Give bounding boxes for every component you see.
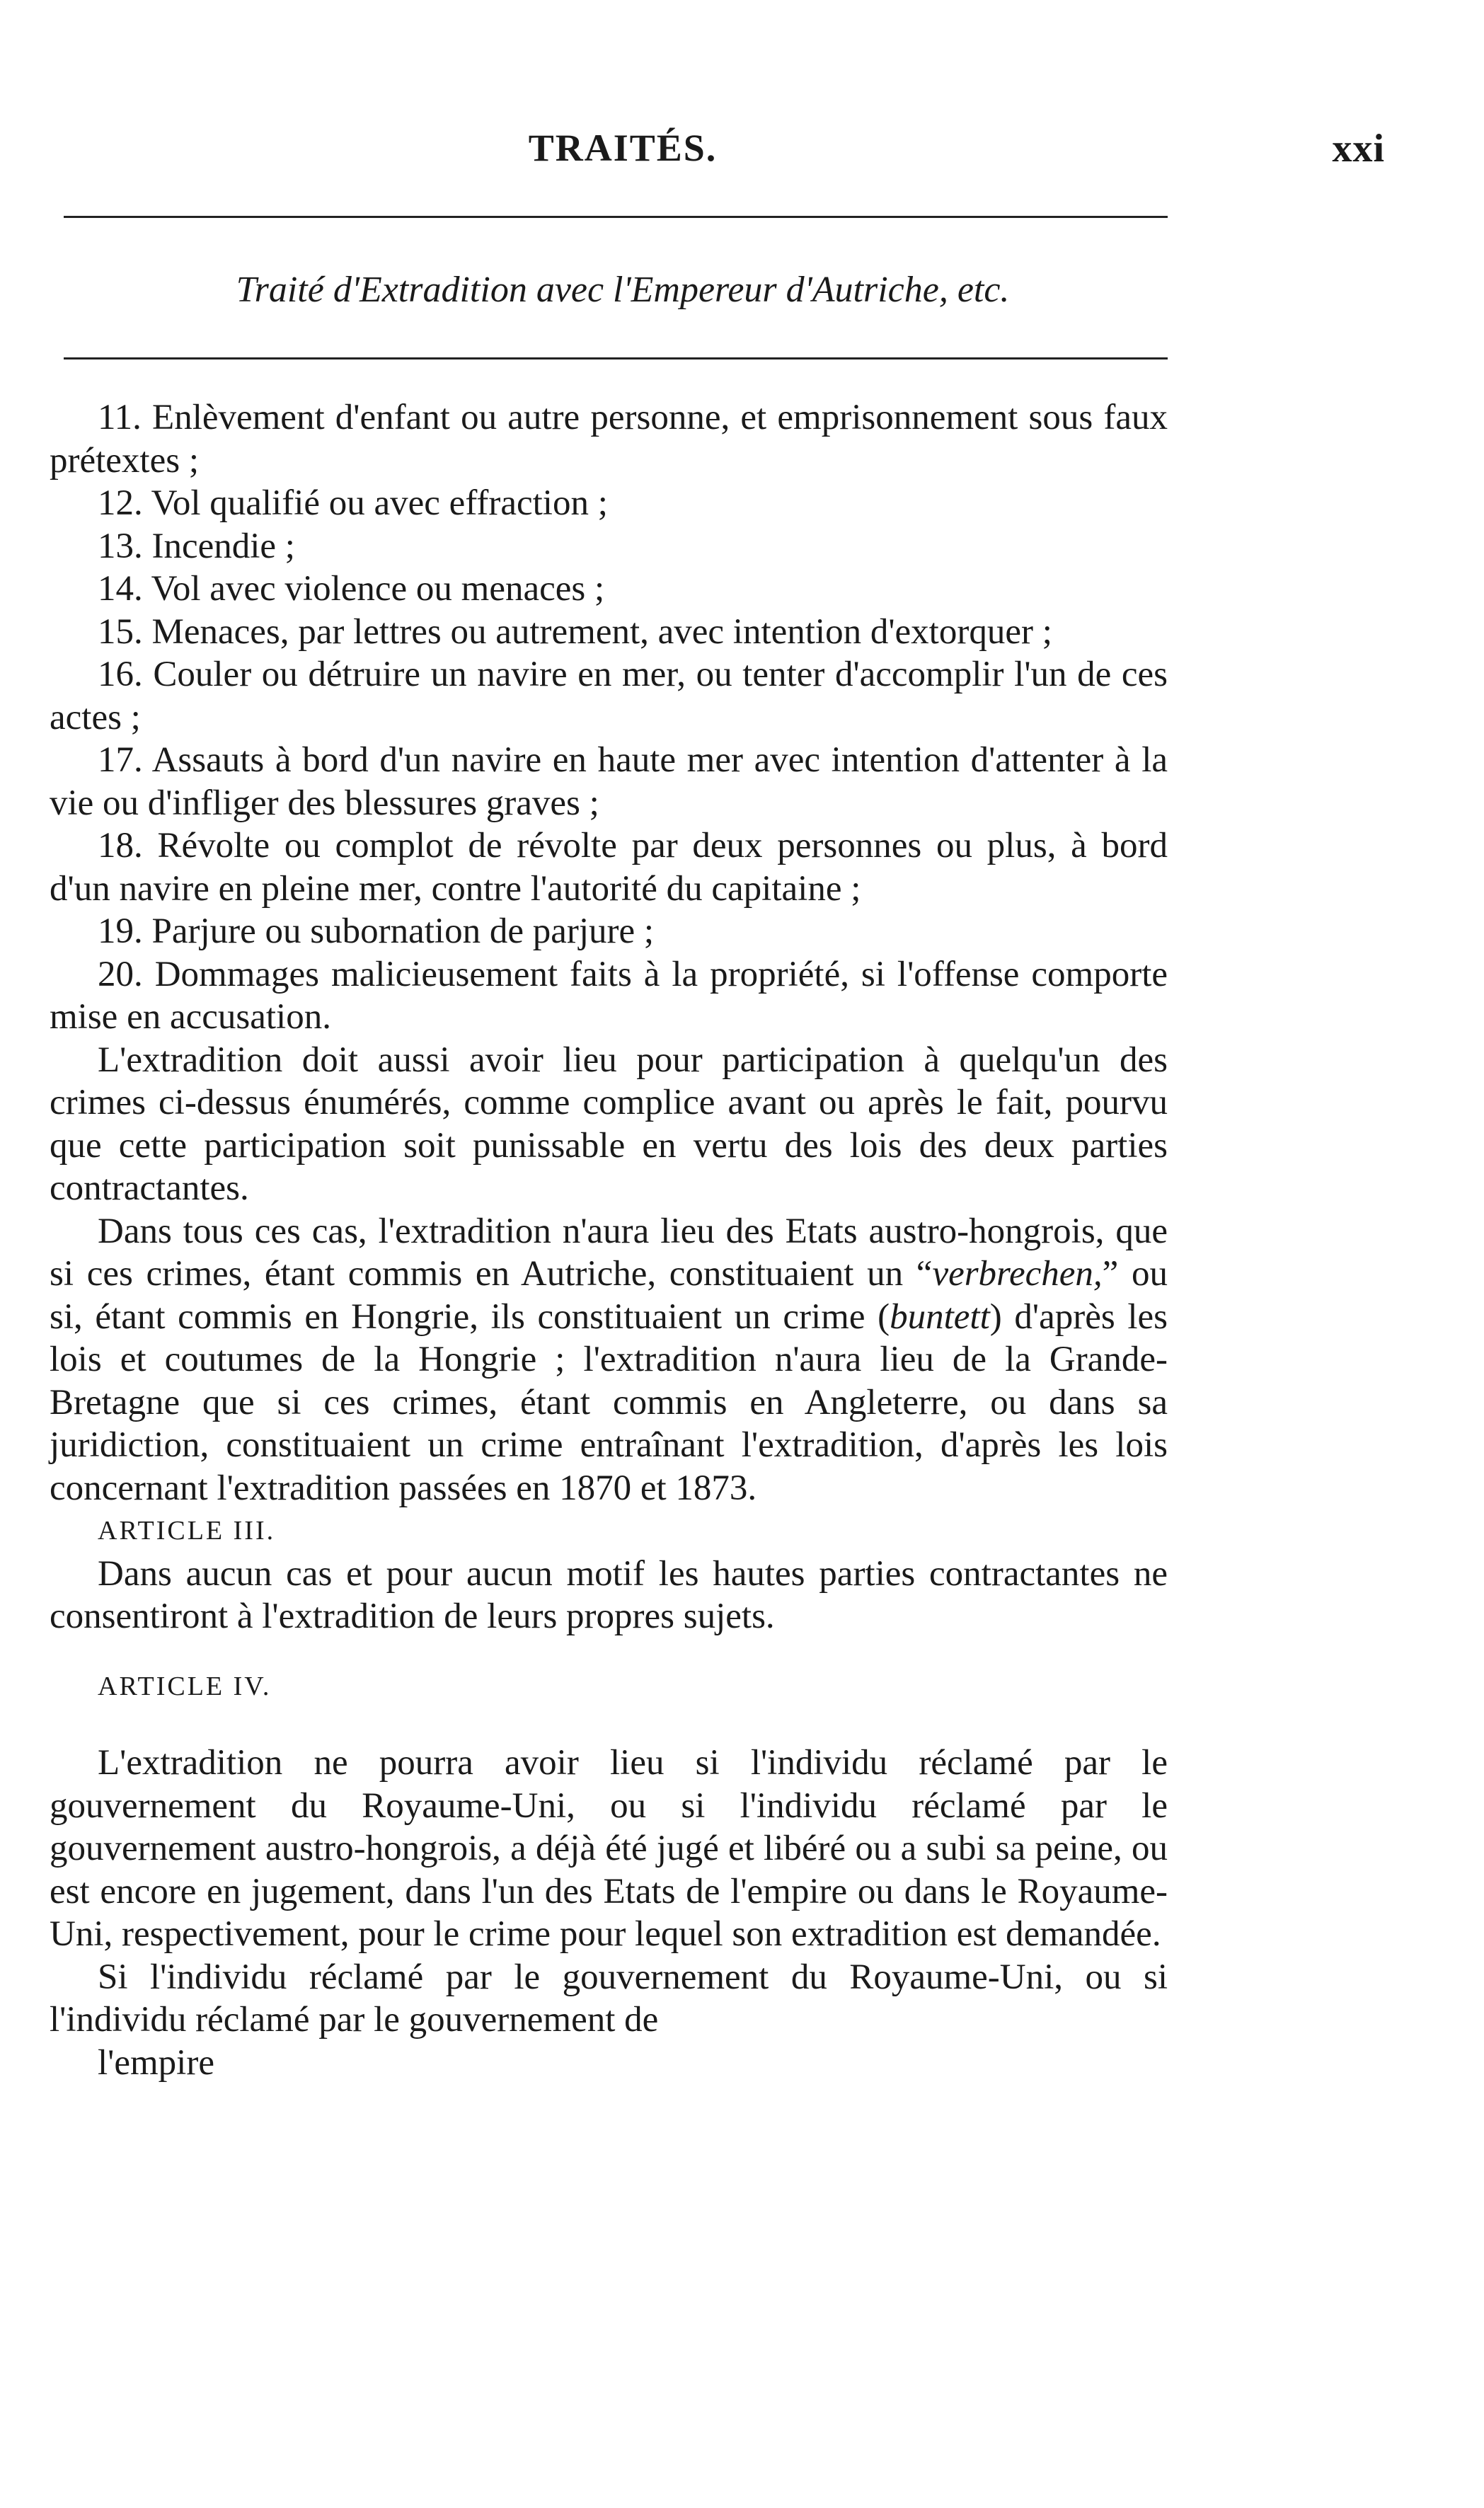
running-title: TRAITÉS. — [528, 127, 718, 169]
article-4-text-1: L'extradition ne pourra avoir lieu si l'individu réclamé par le gouvernement du Royaume-Uni, ou si l'individu réclamé par le gouvernement austro-hongrois, a déjà été jugé et libéré ou a subi sa peine, ou est encore en jugement, dans l'un des Etats de l'empire ou dans le Royaume-Uni, respectivement, pour le crime pour lequel son extradition est demandée. — [50, 1743, 1168, 1954]
article-4-heading: ARTICLE IV. — [98, 1671, 272, 1701]
list-item: 15. Menaces, par lettres ou autrement, avec intention d'extorquer ; — [98, 611, 1052, 652]
cases-text-part3: ) d'après les lois et coutumes de la Hongrie ; l'extradition n'aura lieu de la Grande-Bretagne que si ces crimes, étant commis en Angleterre, ou dans sa juridiction, constituaient un crime entraînant l'extradition, d'après les lois concernant l'extradition passées en 1870 et 1873. — [50, 1296, 1168, 1508]
list-item: 13. Incendie ; — [98, 526, 295, 566]
article-4-text-2: Si l'individu réclamé par le gouvernement du Royaume-Uni, ou si l'individu réclamé par le gouvernement de — [50, 1957, 1168, 2040]
subtitle: Traité d'Extradition avec l'Empereur d'Autriche, etc. — [236, 270, 1010, 310]
cases-term-buntett: buntett — [890, 1296, 990, 1337]
list-item: 18. Révolte ou complot de révolte par deux personnes ou plus, à bord d'un navire en pleine mer, contre l'autorité du capitaine ; — [50, 826, 1168, 909]
catchword: l'empire — [98, 2042, 214, 2083]
list-item: 16. Couler ou détruire un navire en mer, ou tenter d'accomplir l'un de ces actes ; — [50, 655, 1168, 737]
list-item: 11. Enlèvement d'enfant ou autre personne, et emprisonnement sous faux prétextes ; — [50, 398, 1168, 481]
list-item: 12. Vol qualifié ou avec effraction ; — [98, 483, 608, 523]
cases-term-verbrechen: verbrechen, — [932, 1254, 1103, 1294]
cases-text-part1: Dans tous ces cas, l'extradition n'aura lieu des Etats austro-hongrois, que si ces crimes, étant commis en Autriche, constituaient un “ — [50, 1211, 1168, 1294]
list-item: 14. Vol avec violence ou menaces ; — [98, 569, 605, 609]
list-item: 20. Dommages malicieusement faits à la propriété, si l'offense comporte mise en accusation. — [50, 954, 1168, 1037]
top-rule — [64, 216, 1168, 218]
article-3-text: Dans aucun cas et pour aucun motif les hautes parties contractantes ne consentiront à l'extradition de leurs propres sujets. — [50, 1553, 1168, 1636]
body-text — [50, 396, 1168, 2084]
list-item: 17. Assauts à bord d'un navire en haute mer avec intention d'attenter à la vie ou d'infliger des blessures graves ; — [50, 740, 1168, 823]
cases-paragraph — [50, 1210, 1168, 1510]
bottom-rule — [64, 357, 1168, 359]
page-number: xxi — [1332, 127, 1385, 171]
cases-text-part2: ” ou si, étant commis en Hongrie, ils constituaient un crime ( — [50, 1254, 1168, 1337]
list-item: 19. Parjure ou subornation de parjure ; — [98, 911, 655, 951]
article-3-heading: ARTICLE III. — [98, 1516, 276, 1546]
complicity-paragraph: L'extradition doit aussi avoir lieu pour participation à quelqu'un des crimes ci-dessus énumérés, comme complice avant ou après le fait, pourvu que cette participation soit punissable en vertu des lois des deux parties contractantes. — [50, 1040, 1168, 1208]
